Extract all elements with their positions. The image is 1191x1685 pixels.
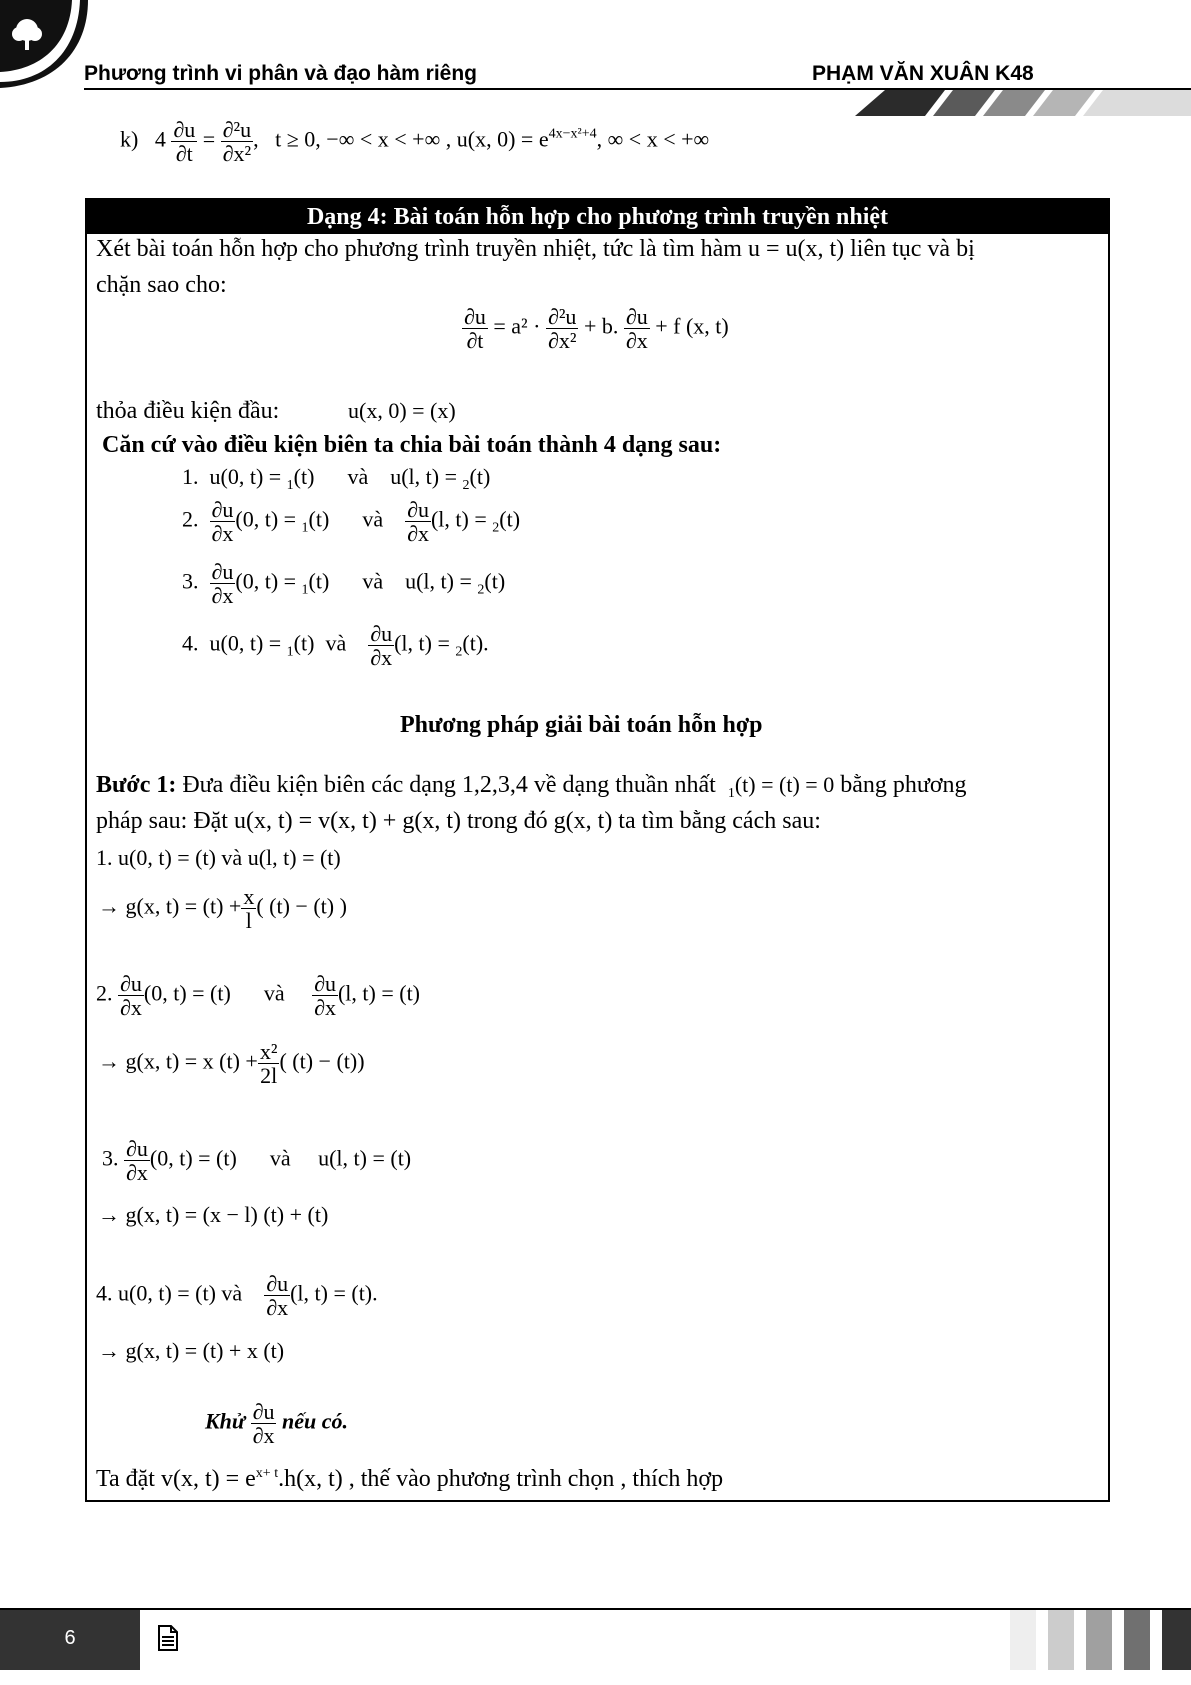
- page-number: 6: [0, 1610, 140, 1670]
- sub-case-3-g: → g(x, t) = (x − l) (t) + (t): [98, 1202, 329, 1227]
- fraction-d2u-dx2: $\frac{\text{∂²u}}{\text{∂x²}}$: [222, 117, 252, 167]
- problem-k-range: , ∞ < x < +∞: [596, 126, 710, 152]
- step-1-label: Bước 1:: [96, 772, 177, 798]
- document-icon: [156, 1624, 180, 1652]
- case-3: 3. $\frac{\partial u}{\partial x}$ (0, t) = $_1$(t) và u(l, t) = $_2$(t): [182, 559, 506, 609]
- sub-case-1-g: → g(x, t) = (t) + $\frac{x}{l}$ ( (t) − (t) ): [98, 884, 347, 934]
- problem-k-coef: 4: [154, 126, 166, 152]
- problem-k-condition: t ≥ 0, −∞ < x < +∞ , u(x, 0) = e: [275, 126, 549, 152]
- initial-condition-value: u(x, 0) = (x): [348, 398, 456, 423]
- case-4: 4. u(0, t) = $_1$(t) và $\frac{\partial u}{\partial x}$ (l, t) = $_2$(t).: [182, 621, 489, 671]
- sub-case-1-condition: 1. u(0, t) = (t) và u(l, t) = (t): [96, 845, 341, 870]
- step-1-line-1: Bước 1: Đưa điều kiện biên các dạng 1,2,3,4 về dạng thuần nhất $_1$(t) = (t) = 0 bằng phương: [96, 772, 967, 801]
- last-line: Ta đặt v(x, $t) = e^{x+ t}.h(x$, t) , thế vào phương trình chọn , thích hợp: [96, 1466, 724, 1492]
- case-1: 1. u(0, t) = $_1$(t) và u(l, t) = $_2$(t): [182, 464, 491, 493]
- problem-k-exponent: 4x−x²+4: [548, 126, 597, 142]
- sub-case-2-g: → g(x, t) = x (t) + $\frac{\text{x²}}{2l}$ ( (t) − (t)): [98, 1039, 365, 1089]
- split-heading: Căn cứ vào điều kiện biên ta chia bài toán thành 4 dạng sau:: [102, 432, 722, 458]
- sub-case-3-condition: 3. $\frac{\partial u}{\partial x}$ (0, t) = (t) và u(l, t) = (t): [102, 1136, 412, 1186]
- fraction-du-dt: $\frac{\partial u}{\partial t}$: [173, 117, 196, 167]
- step-1-line-2: pháp sau: Đặt u(x, t) = v(x, t) + g(x, t) trong đó g(x, t) ta tìm bằng cách sau:: [96, 808, 821, 834]
- footer-stripes: [1010, 1610, 1191, 1670]
- main-equation: $\frac{\partial u}{\partial t}$ = a² · $\frac{\text{∂²u}}{\text{∂x²}}$ + b. $\frac{\partial u}{\partial x}$ + f (x, t): [464, 304, 729, 354]
- sub-case-4-condition: 4. u(0, t) = (t) và $\frac{\partial u}{\partial x}$ (l, t) = (t).: [96, 1271, 378, 1321]
- case-2: 2. $\frac{\partial u}{\partial x}$ (0, t) = $_1$(t) và $\frac{\partial u}{\partial x}$ (l, t) = $_2$(t): [182, 497, 521, 547]
- problem-k-label: k): [120, 126, 139, 152]
- header-right-title: PHẠM VĂN XUÂN K48: [812, 62, 1034, 85]
- problem-k: k) 4 $\frac{\partial u}{\partial t}$ = $\frac{\text{∂²u}}{\text{∂x²}}$ , t ≥ 0, −∞ < x < +∞ , u(x, $0) = e^{4x-x^2+4}$, ∞ < x < +∞: [120, 117, 710, 167]
- method-heading: Phương pháp giải bài toán hỗn hợp: [400, 712, 763, 738]
- eliminate-note: Khử $\frac{\partial u}{\partial x}$ nếu có.: [205, 1399, 348, 1449]
- intro-line-1: Xét bài toán hỗn hợp cho phương trình truyền nhiệt, tức là tìm hàm u = u(x, t) liên tục và bị: [96, 236, 975, 262]
- header-logo: [0, 0, 90, 90]
- initial-condition-label: thỏa điều kiện đầu:: [96, 398, 280, 424]
- header-stripes: [855, 90, 1191, 116]
- box-title: Dạng 4: Bài toán hỗn hợp cho phương trình truyền nhiệt: [87, 200, 1108, 234]
- intro-line-2: chặn sao cho:: [96, 272, 227, 298]
- header-left-title: Phương trình vi phân và đạo hàm riêng: [84, 62, 478, 85]
- sub-case-4-g: → g(x, t) = (t) + x (t): [98, 1338, 285, 1363]
- sub-case-2-condition: 2. $\frac{\partial u}{\partial x}$ (0, t) = (t) và $\frac{\partial u}{\partial x}$ (l, t) = (t): [96, 971, 421, 1021]
